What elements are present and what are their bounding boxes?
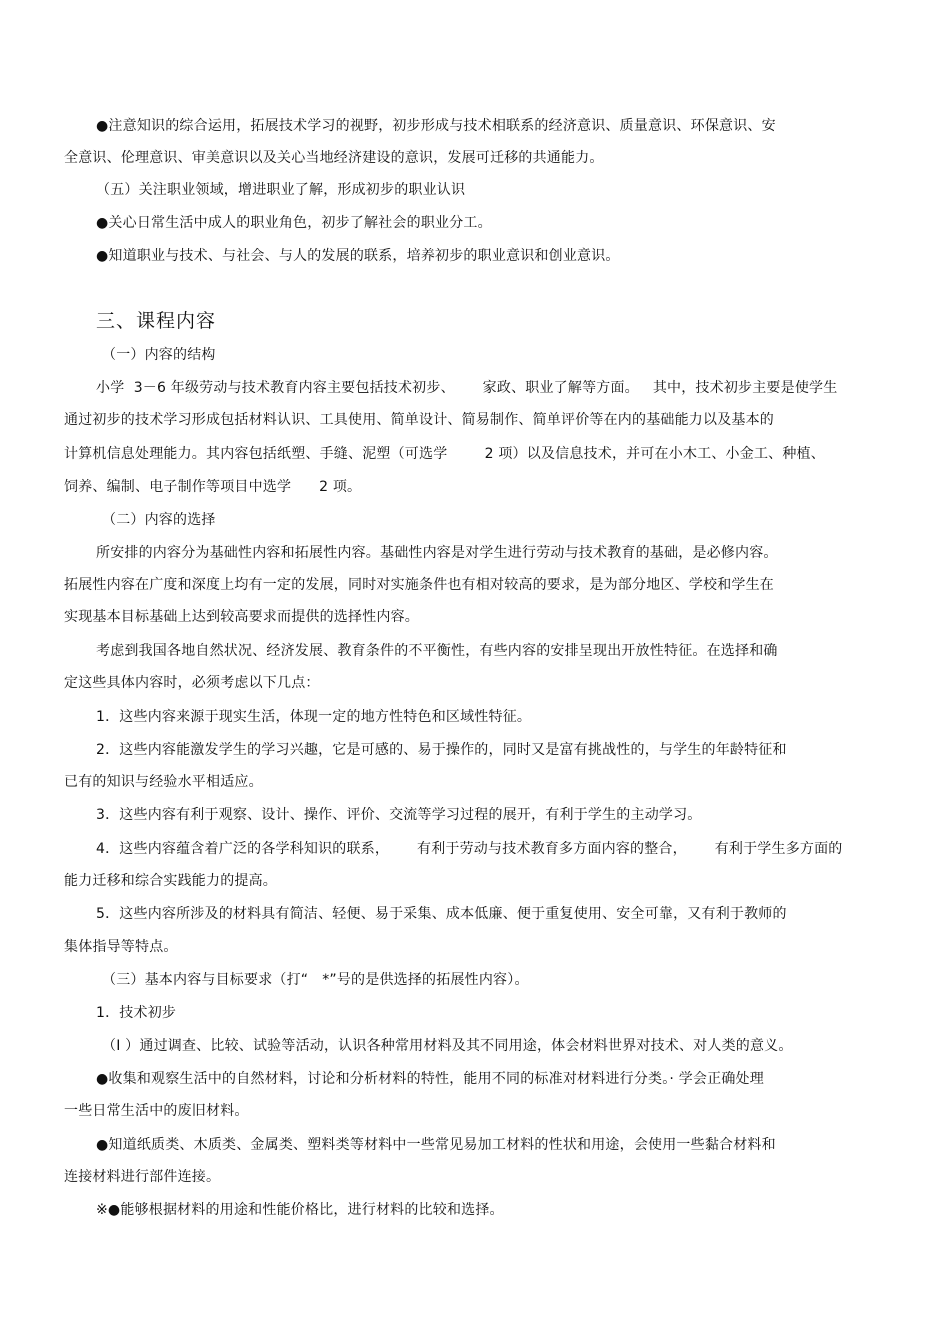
bullet-line: ※●能够根据材料的用途和性能价格比，进行材料的比较和选择。: [96, 1202, 504, 1218]
bullet-line: ●注意知识的综合运用，拓展技术学习的视野，初步形成与技术相联系的经济意识、质量意识、环保意识、安: [96, 118, 776, 134]
text-line: 拓展性内容在广度和深度上均有一定的发展，同时对实施条件也有相对较高的要求，是为部分地区、学校和学生在: [64, 577, 774, 593]
text-line: 全意识、伦理意识、审美意识以及关心当地经济建设的意识，发展可迁移的共通能力。: [64, 150, 604, 166]
text-line: 所安排的内容分为基础性内容和拓展性内容。基础性内容是对学生进行劳动与技术教育的基础，是必修内容。: [96, 545, 778, 561]
text-line: 连接材料进行部件连接。: [64, 1169, 221, 1185]
text-line: 通过初步的技术学习形成包括材料认识、工具使用、简单设计、简易制作、简单评价等在内的基础能力以及基本的: [64, 412, 774, 428]
bullet-line: ●收集和观察生活中的自然材料，讨论和分析材料的特性，能用不同的标准对材料进行分类。· 学会正确处理: [96, 1071, 764, 1087]
subsection-heading: （五）关注职业领域，增进职业了解，形成初步的职业认识: [96, 182, 466, 198]
subsection-heading: （一）内容的结构: [102, 347, 216, 363]
text-line: 饲养、编制、电子制作等项目中选学 2 项。: [64, 479, 362, 495]
numbered-item: 4．这些内容蕴含着广泛的各学科知识的联系， 有利于劳动与技术教育多方面内容的整合， 有利于学生多方面的: [96, 841, 843, 857]
numbered-item: 1．这些内容来源于现实生活，体现一定的地方性特色和区域性特征。: [96, 709, 532, 725]
numbered-heading: 1．技术初步: [96, 1005, 177, 1021]
text-line: 小学 3－6 年级劳动与技术教育内容主要包括技术初步、 家政、职业了解等方面。 其中，技术初步主要是使学生: [96, 380, 838, 396]
bullet-line: ●知道纸质类、木质类、金属类、塑料类等材料中一些常见易加工材料的性状和用途，会使用一些黏合材料和: [96, 1137, 776, 1153]
text-line: 定这些具体内容时，必须考虑以下几点：: [64, 675, 320, 691]
numbered-item: 2．这些内容能激发学生的学习兴趣，它是可感的、易于操作的，同时又是富有挑战性的，与学生的年龄特征和: [96, 742, 787, 758]
text-line: 已有的知识与经验水平相适应。: [64, 774, 263, 790]
numbered-item: 5．这些内容所涉及的材料具有简洁、轻便、易于采集、成本低廉、便于重复使用、安全可靠，又有利于教师的: [96, 906, 787, 922]
text-line: 考虑到我国各地自然状况、经济发展、教育条件的不平衡性，有些内容的安排呈现出开放性特征。在选择和确: [96, 643, 778, 659]
text-line: 一些日常生活中的废旧材料。: [64, 1103, 249, 1119]
text-line: 集体指导等特点。: [64, 939, 178, 955]
section-heading: 三、课程内容: [96, 310, 217, 332]
text-line: 能力迁移和综合实践能力的提高。: [64, 873, 277, 889]
bullet-line: ●知道职业与技术、与社会、与人的发展的联系，培养初步的职业意识和创业意识。: [96, 248, 620, 264]
text-line: 计算机信息处理能力。其内容包括纸塑、手缝、泥塑（可选学 2 项）以及信息技术，并可在小木工、小金工、种植、: [64, 446, 825, 462]
subsection-heading: （二）内容的选择: [102, 512, 216, 528]
text-line: （I ）通过调查、比较、试验等活动，认识各种常用材料及其不同用途，体会材料世界对技术、对人类的意义。: [102, 1038, 793, 1054]
text-line: 实现基本目标基础上达到较高要求而提供的选择性内容。: [64, 609, 419, 625]
subsection-heading: （三）基本内容与目标要求（打“ *”号的是供选择的拓展性内容）。: [102, 972, 529, 988]
numbered-item: 3．这些内容有利于观察、设计、操作、评价、交流等学习过程的展开，有利于学生的主动学习。: [96, 807, 702, 823]
bullet-line: ●关心日常生活中成人的职业角色，初步了解社会的职业分工。: [96, 215, 492, 231]
